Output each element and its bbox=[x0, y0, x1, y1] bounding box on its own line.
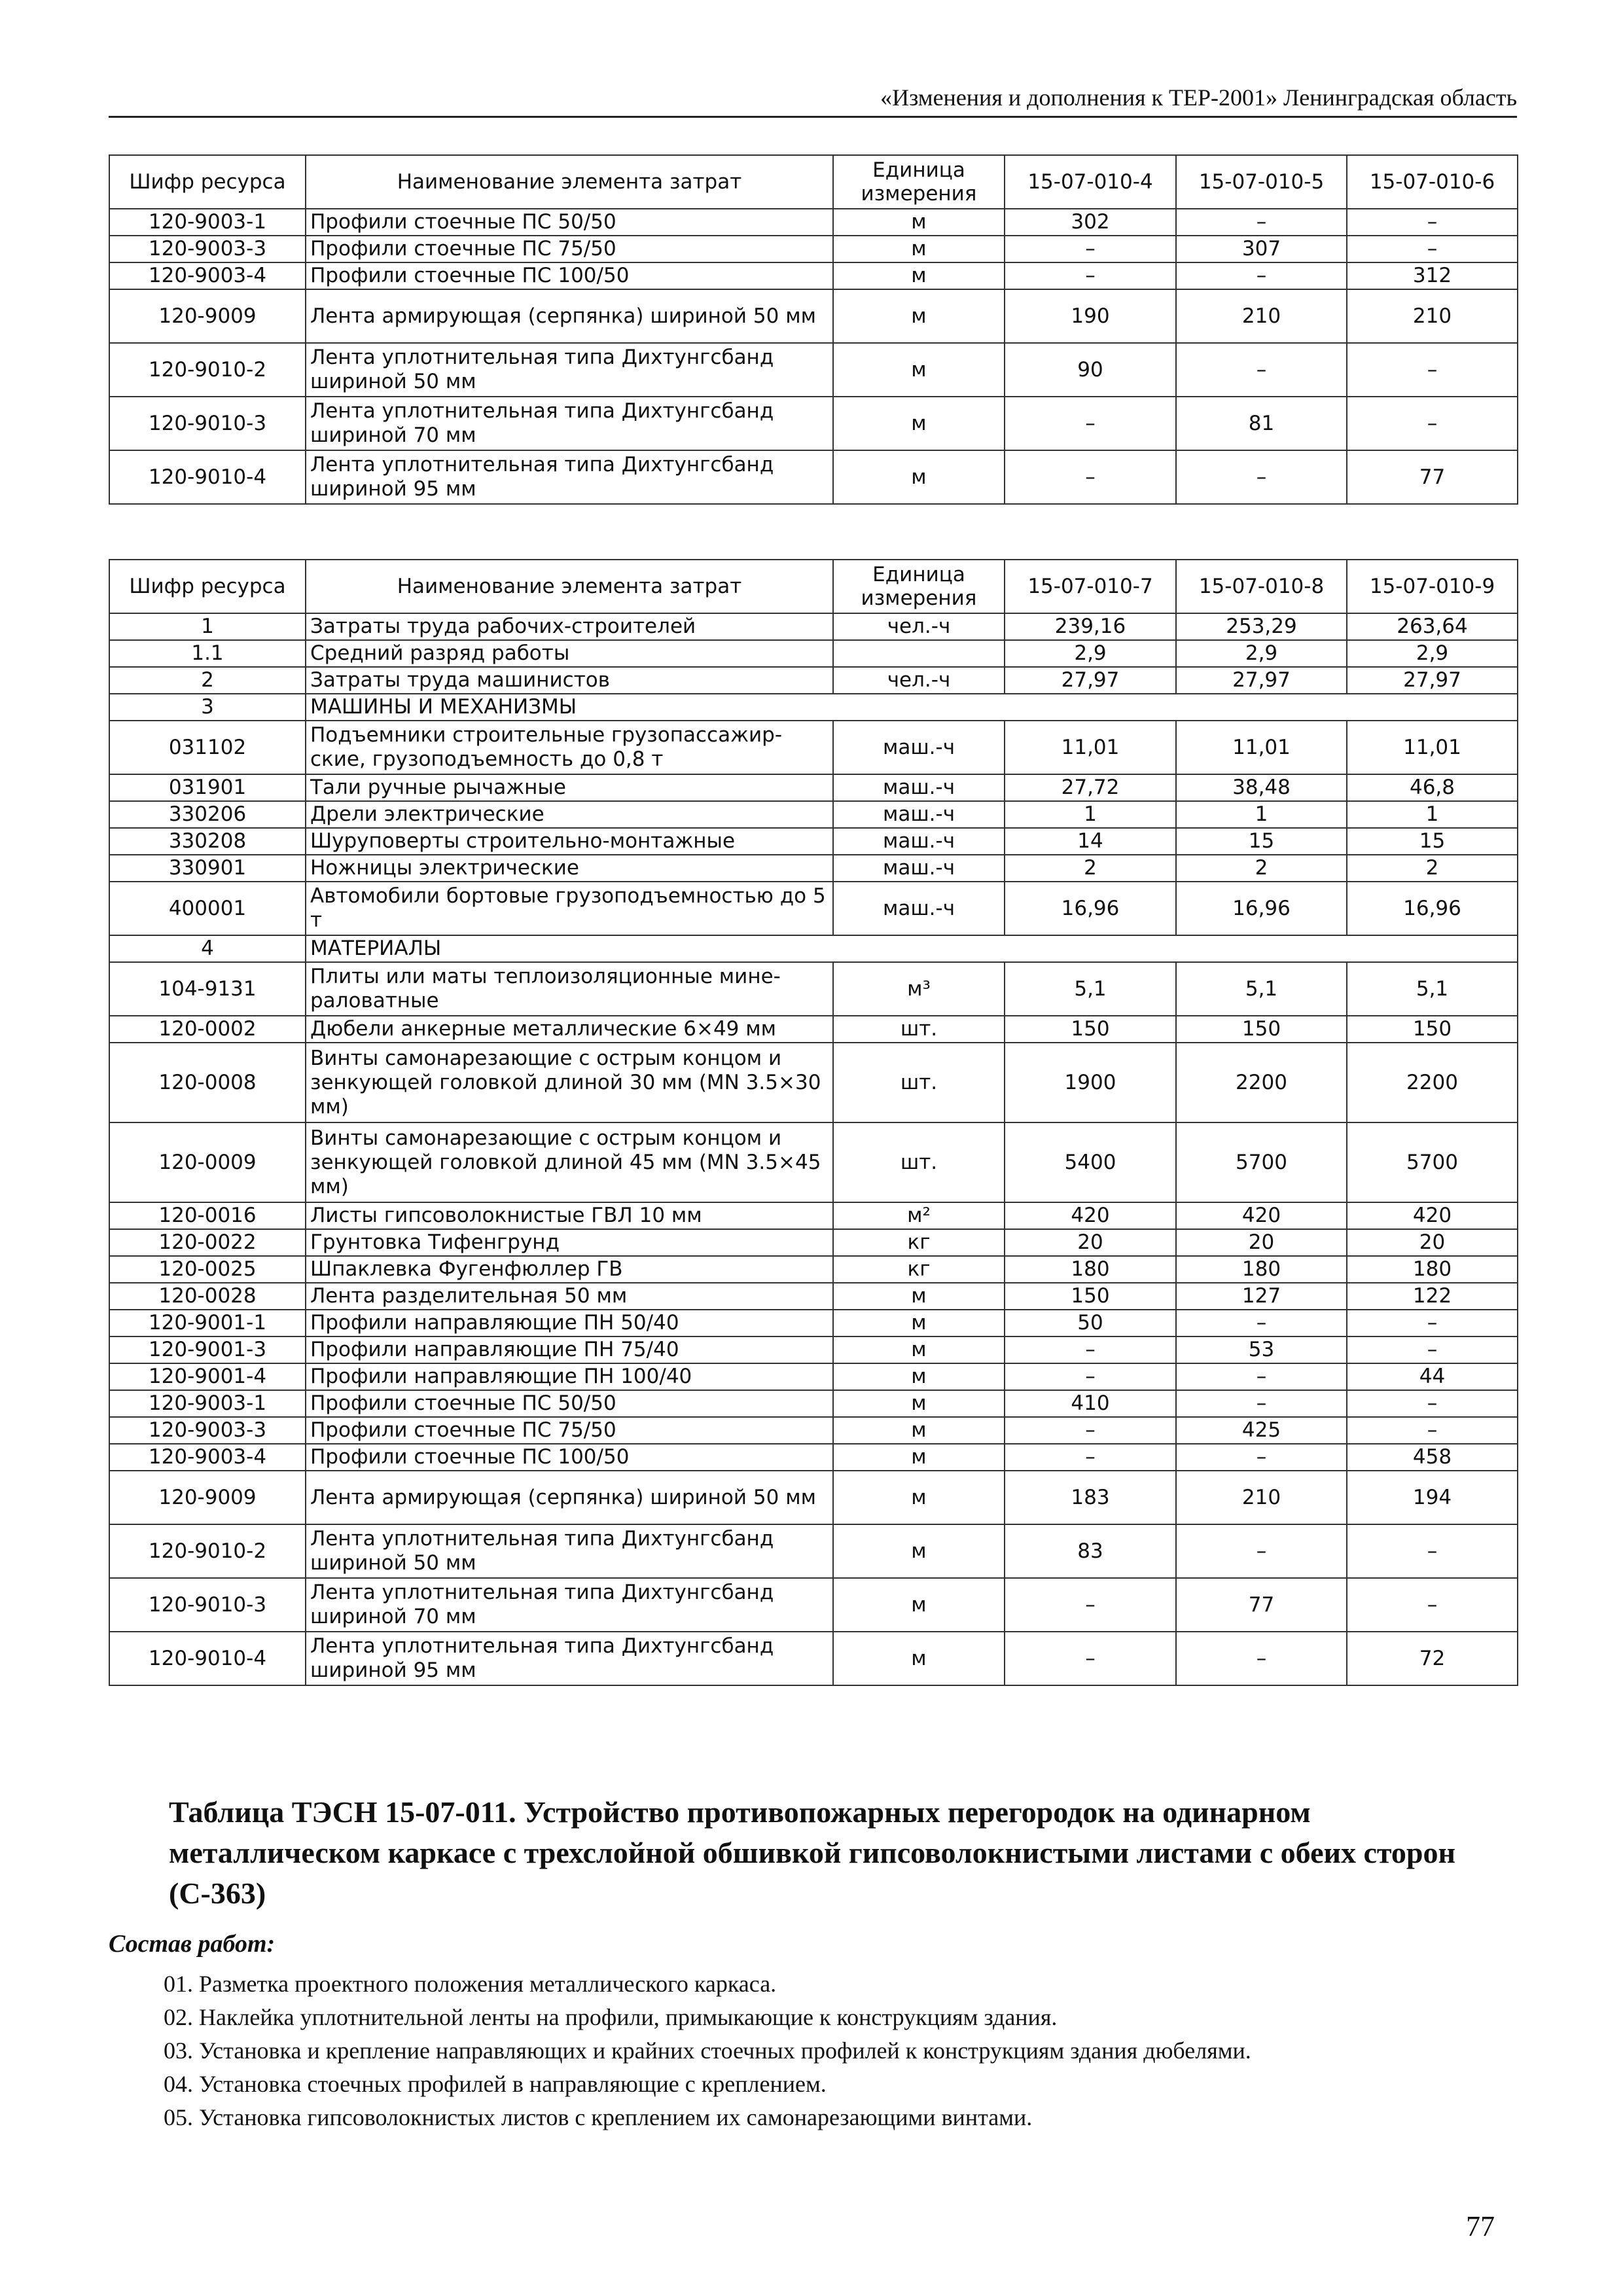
cost-element-name-cell: Автомобили бортовые грузоподъемностью до 5 т bbox=[306, 882, 833, 935]
norm-value-cell: 20 bbox=[1176, 1229, 1347, 1256]
norm-value-cell: – bbox=[1176, 262, 1347, 289]
unit-cell: чел.-ч bbox=[833, 613, 1005, 640]
norm-value-cell: 14 bbox=[1005, 828, 1176, 855]
cost-element-name-cell: Шуруповерты строительно-монтажные bbox=[306, 828, 833, 855]
column-header: Шифр ресурса bbox=[109, 155, 306, 209]
resource-code-cell: 120-9001-1 bbox=[109, 1310, 306, 1336]
cost-element-name-cell: Профили направляющие ПН 50/40 bbox=[306, 1310, 833, 1336]
norm-value-cell: – bbox=[1005, 236, 1176, 262]
table-row bbox=[109, 1256, 1518, 1283]
norm-value-cell: 90 bbox=[1005, 343, 1176, 397]
norm-value-cell: 11,01 bbox=[1347, 721, 1518, 774]
resource-code-cell: 120-9003-4 bbox=[109, 1444, 306, 1471]
table-row bbox=[109, 236, 1518, 262]
norm-value-cell: 210 bbox=[1347, 289, 1518, 343]
resource-code-cell: 120-9003-4 bbox=[109, 262, 306, 289]
cost-element-name-cell: Плиты или маты теплоизоляционные мине-раловатные bbox=[306, 962, 833, 1016]
norm-value-cell: 312 bbox=[1347, 262, 1518, 289]
table-row bbox=[109, 1336, 1518, 1363]
norm-value-cell: 410 bbox=[1005, 1390, 1176, 1417]
list-item: 02. Наклейка уплотнительной ленты на профили, примыкающие к конструкциям здания. bbox=[164, 2004, 1058, 2030]
norm-value-cell: – bbox=[1176, 1524, 1347, 1578]
norm-value-cell: 190 bbox=[1005, 289, 1176, 343]
norm-value-cell: – bbox=[1005, 1578, 1176, 1632]
resource-code-cell: 120-9001-3 bbox=[109, 1336, 306, 1363]
table-row bbox=[109, 855, 1518, 882]
norm-value-cell: – bbox=[1347, 1336, 1518, 1363]
cost-element-name-cell: Лента уплотнительная типа Дихтунгсбанд шириной 95 мм bbox=[306, 1632, 833, 1685]
norm-value-cell: 2200 bbox=[1176, 1043, 1347, 1122]
resource-code-cell: 120-9009 bbox=[109, 1471, 306, 1524]
works-title: Состав работ: bbox=[109, 1930, 276, 1958]
unit-cell: м bbox=[833, 1336, 1005, 1363]
norm-value-cell: 150 bbox=[1005, 1283, 1176, 1310]
column-header: 15-07-010-8 bbox=[1176, 560, 1347, 613]
cost-element-name-cell: Листы гипсоволокнистые ГВЛ 10 мм bbox=[306, 1202, 833, 1229]
norm-value-cell: 27,97 bbox=[1005, 667, 1176, 694]
norm-value-cell: – bbox=[1005, 1363, 1176, 1390]
norm-value-cell: 15 bbox=[1347, 828, 1518, 855]
works-list bbox=[164, 1967, 1538, 2134]
resource-code-cell: 120-0016 bbox=[109, 1202, 306, 1229]
norm-value-cell: – bbox=[1176, 1363, 1347, 1390]
table-row bbox=[109, 209, 1518, 236]
table-row bbox=[109, 1229, 1518, 1256]
cost-element-name-cell: Дрели электрические bbox=[306, 801, 833, 828]
norm-value-cell: 2,9 bbox=[1347, 640, 1518, 667]
cost-element-name-cell: Профили стоечные ПС 100/50 bbox=[306, 1444, 833, 1471]
norm-value-cell: 2,9 bbox=[1005, 640, 1176, 667]
unit-cell: кг bbox=[833, 1256, 1005, 1283]
resource-code-cell: 1.1 bbox=[109, 640, 306, 667]
list-item: 05. Установка гипсоволокнистых листов с креплением их самонарезающими винтами. bbox=[164, 2104, 1033, 2130]
running-header: «Изменения и дополнения к ТЕР-2001» Ленинградская область bbox=[109, 84, 1517, 118]
norm-value-cell: 150 bbox=[1005, 1016, 1176, 1043]
norm-value-cell: 16,96 bbox=[1347, 882, 1518, 935]
norm-value-cell: 5400 bbox=[1005, 1122, 1176, 1202]
norm-value-cell: 122 bbox=[1347, 1283, 1518, 1310]
resource-code-cell: 120-0002 bbox=[109, 1016, 306, 1043]
table-row bbox=[109, 343, 1518, 397]
table-row bbox=[109, 1524, 1518, 1578]
page-number: 77 bbox=[1466, 2210, 1495, 2242]
norm-value-cell: 27,97 bbox=[1347, 667, 1518, 694]
column-header: 15-07-010-9 bbox=[1347, 560, 1518, 613]
cost-element-name-cell: Лента уплотнительная типа Дихтунгсбанд шириной 50 мм bbox=[306, 343, 833, 397]
norm-value-cell: 2200 bbox=[1347, 1043, 1518, 1122]
cost-element-name-cell: Профили стоечные ПС 50/50 bbox=[306, 209, 833, 236]
norm-value-cell: – bbox=[1005, 262, 1176, 289]
norm-value-cell: 5,1 bbox=[1176, 962, 1347, 1016]
resource-code-cell: 120-0008 bbox=[109, 1043, 306, 1122]
table-row bbox=[109, 774, 1518, 801]
cost-element-name-cell: Профили стоечные ПС 100/50 bbox=[306, 262, 833, 289]
resource-code-cell: 3 bbox=[109, 694, 306, 721]
norm-value-cell: 239,16 bbox=[1005, 613, 1176, 640]
column-header: Наименование элемента затрат bbox=[306, 155, 833, 209]
norm-value-cell: 72 bbox=[1347, 1632, 1518, 1685]
norm-value-cell: 77 bbox=[1176, 1578, 1347, 1632]
norm-value-cell: 180 bbox=[1176, 1256, 1347, 1283]
unit-cell: маш.-ч bbox=[833, 855, 1005, 882]
table-row bbox=[109, 262, 1518, 289]
norm-value-cell: – bbox=[1347, 1417, 1518, 1444]
norm-value-cell: 20 bbox=[1347, 1229, 1518, 1256]
unit-cell: м bbox=[833, 1471, 1005, 1524]
norm-value-cell: – bbox=[1176, 1632, 1347, 1685]
section-heading: Таблица ТЭСН 15-07-011. Устройство противопожарных перегородок на одинарном металлическом каркасе с трехслойной обшивкой гипсоволокнистыми листами с обеих сторон (С-363) bbox=[169, 1795, 1455, 1910]
table-row bbox=[109, 828, 1518, 855]
norm-value-cell: – bbox=[1005, 1632, 1176, 1685]
norm-value-cell: 150 bbox=[1347, 1016, 1518, 1043]
unit-cell: м bbox=[833, 209, 1005, 236]
norm-value-cell: – bbox=[1347, 397, 1518, 450]
unit-cell: шт. bbox=[833, 1016, 1005, 1043]
section-title-cell: МАШИНЫ И МЕХАНИЗМЫ bbox=[306, 694, 1518, 721]
norm-value-cell: 420 bbox=[1347, 1202, 1518, 1229]
column-header: Шифр ресурса bbox=[109, 560, 306, 613]
norm-value-cell: 180 bbox=[1005, 1256, 1176, 1283]
norm-value-cell: 210 bbox=[1176, 1471, 1347, 1524]
norm-value-cell: – bbox=[1347, 236, 1518, 262]
unit-cell: чел.-ч bbox=[833, 667, 1005, 694]
unit-cell: м bbox=[833, 1578, 1005, 1632]
cost-element-name-cell: Грунтовка Тифенгрунд bbox=[306, 1229, 833, 1256]
resource-code-cell: 120-9010-3 bbox=[109, 397, 306, 450]
table-row bbox=[109, 801, 1518, 828]
norm-value-cell: – bbox=[1347, 1578, 1518, 1632]
resource-code-cell: 120-0028 bbox=[109, 1283, 306, 1310]
resource-code-cell: 120-0022 bbox=[109, 1229, 306, 1256]
column-header: 15-07-010-4 bbox=[1005, 155, 1176, 209]
unit-cell: м bbox=[833, 1390, 1005, 1417]
resource-code-cell: 120-9003-3 bbox=[109, 1417, 306, 1444]
table-row bbox=[109, 1310, 1518, 1336]
resource-code-cell: 120-9003-1 bbox=[109, 209, 306, 236]
norm-value-cell: 425 bbox=[1176, 1417, 1347, 1444]
norm-value-cell: 81 bbox=[1176, 397, 1347, 450]
section-title-cell: МАТЕРИАЛЫ bbox=[306, 935, 1518, 962]
norm-value-cell: 302 bbox=[1005, 209, 1176, 236]
unit-cell: м bbox=[833, 1632, 1005, 1685]
resource-code-cell: 330206 bbox=[109, 801, 306, 828]
cost-element-name-cell: Профили направляющие ПН 100/40 bbox=[306, 1363, 833, 1390]
norm-value-cell: 77 bbox=[1347, 450, 1518, 504]
cost-element-name-cell: Винты самонарезающие с острым концом и зенкующей головкой длиной 45 мм (MN 3.5×45 мм) bbox=[306, 1122, 833, 1202]
norm-value-cell: 2 bbox=[1005, 855, 1176, 882]
norm-value-cell: – bbox=[1005, 1444, 1176, 1471]
column-header: 15-07-010-5 bbox=[1176, 155, 1347, 209]
norm-value-cell: 150 bbox=[1176, 1016, 1347, 1043]
resource-code-cell: 104-9131 bbox=[109, 962, 306, 1016]
norm-value-cell: – bbox=[1005, 1417, 1176, 1444]
norm-value-cell: 27,97 bbox=[1176, 667, 1347, 694]
unit-cell: м bbox=[833, 236, 1005, 262]
norm-value-cell: – bbox=[1005, 450, 1176, 504]
table-row bbox=[109, 1390, 1518, 1417]
norm-value-cell: 5,1 bbox=[1347, 962, 1518, 1016]
table-row bbox=[109, 450, 1518, 504]
cost-element-name-cell: Лента армирующая (серпянка) шириной 50 мм bbox=[306, 289, 833, 343]
resource-code-cell: 400001 bbox=[109, 882, 306, 935]
norm-value-cell: 16,96 bbox=[1005, 882, 1176, 935]
cost-element-name-cell: Профили направляющие ПН 75/40 bbox=[306, 1336, 833, 1363]
resource-code-cell: 120-9001-4 bbox=[109, 1363, 306, 1390]
cost-element-name-cell: Профили стоечные ПС 50/50 bbox=[306, 1390, 833, 1417]
norm-value-cell: – bbox=[1176, 1444, 1347, 1471]
norm-value-cell: – bbox=[1347, 1390, 1518, 1417]
norm-value-cell: 194 bbox=[1347, 1471, 1518, 1524]
norm-value-cell: 1 bbox=[1347, 801, 1518, 828]
resource-code-cell: 031102 bbox=[109, 721, 306, 774]
norm-value-cell: – bbox=[1347, 209, 1518, 236]
unit-cell: м bbox=[833, 1417, 1005, 1444]
norm-value-cell: – bbox=[1176, 450, 1347, 504]
resource-code-cell: 330208 bbox=[109, 828, 306, 855]
unit-cell: м bbox=[833, 1283, 1005, 1310]
resource-code-cell: 330901 bbox=[109, 855, 306, 882]
unit-cell: м bbox=[833, 289, 1005, 343]
norm-value-cell: 16,96 bbox=[1176, 882, 1347, 935]
table-row bbox=[109, 721, 1518, 774]
resource-code-cell: 120-0025 bbox=[109, 1256, 306, 1283]
resource-code-cell: 4 bbox=[109, 935, 306, 962]
cost-element-name-cell: Дюбели анкерные металлические 6×49 мм bbox=[306, 1016, 833, 1043]
unit-cell: м² bbox=[833, 1202, 1005, 1229]
resource-code-cell: 120-9003-1 bbox=[109, 1390, 306, 1417]
norm-value-cell: – bbox=[1005, 1336, 1176, 1363]
norm-value-cell: – bbox=[1005, 397, 1176, 450]
resource-code-cell: 120-9010-2 bbox=[109, 1524, 306, 1578]
table-row bbox=[109, 1363, 1518, 1390]
unit-cell: м bbox=[833, 1310, 1005, 1336]
resource-code-cell: 1 bbox=[109, 613, 306, 640]
resource-table-2 bbox=[109, 559, 1518, 1686]
norm-value-cell: 127 bbox=[1176, 1283, 1347, 1310]
cost-element-name-cell: Ножницы электрические bbox=[306, 855, 833, 882]
cost-element-name-cell: Тали ручные рычажные bbox=[306, 774, 833, 801]
unit-cell: маш.-ч bbox=[833, 882, 1005, 935]
table-row bbox=[109, 1283, 1518, 1310]
resource-table-1 bbox=[109, 154, 1518, 505]
norm-value-cell: 27,72 bbox=[1005, 774, 1176, 801]
unit-cell: м bbox=[833, 397, 1005, 450]
table-row bbox=[109, 1016, 1518, 1043]
cost-element-name-cell: Профили стоечные ПС 75/50 bbox=[306, 236, 833, 262]
list-item: 03. Установка и крепление направляющих и крайних стоечных профилей к конструкциям здания дюбелями. bbox=[164, 2037, 1251, 2064]
norm-value-cell: 20 bbox=[1005, 1229, 1176, 1256]
norm-value-cell: 5,1 bbox=[1005, 962, 1176, 1016]
cost-element-name-cell: Средний разряд работы bbox=[306, 640, 833, 667]
cost-element-name-cell: Лента уплотнительная типа Дихтунгсбанд шириной 70 мм bbox=[306, 1578, 833, 1632]
cost-element-name-cell: Профили стоечные ПС 75/50 bbox=[306, 1417, 833, 1444]
unit-cell: маш.-ч bbox=[833, 828, 1005, 855]
norm-value-cell: 44 bbox=[1347, 1363, 1518, 1390]
norm-value-cell: 5700 bbox=[1347, 1122, 1518, 1202]
norm-value-cell: – bbox=[1347, 1310, 1518, 1336]
cost-element-name-cell: Лента разделительная 50 мм bbox=[306, 1283, 833, 1310]
table-body bbox=[109, 613, 1518, 1685]
list-item: 04. Установка стоечных профилей в направляющие с креплением. bbox=[164, 2071, 827, 2097]
resource-code-cell: 120-9009 bbox=[109, 289, 306, 343]
norm-value-cell: 1 bbox=[1176, 801, 1347, 828]
unit-cell: шт. bbox=[833, 1043, 1005, 1122]
cost-element-name-cell: Шпаклевка Фугенфюллер ГВ bbox=[306, 1256, 833, 1283]
norm-value-cell: 83 bbox=[1005, 1524, 1176, 1578]
norm-value-cell: 2 bbox=[1176, 855, 1347, 882]
table-row bbox=[109, 1444, 1518, 1471]
table-row bbox=[109, 397, 1518, 450]
cost-element-name-cell: Лента уплотнительная типа Дихтунгсбанд шириной 95 мм bbox=[306, 450, 833, 504]
resource-code-cell: 2 bbox=[109, 667, 306, 694]
column-header: Единица измерения bbox=[833, 155, 1005, 209]
unit-cell: маш.-ч bbox=[833, 774, 1005, 801]
column-header: 15-07-010-7 bbox=[1005, 560, 1176, 613]
unit-cell: маш.-ч bbox=[833, 721, 1005, 774]
norm-value-cell: 38,48 bbox=[1176, 774, 1347, 801]
norm-value-cell: 210 bbox=[1176, 289, 1347, 343]
norm-value-cell: 420 bbox=[1176, 1202, 1347, 1229]
unit-cell: м bbox=[833, 1363, 1005, 1390]
norm-value-cell: 458 bbox=[1347, 1444, 1518, 1471]
table-row bbox=[109, 289, 1518, 343]
resource-code-cell: 120-9003-3 bbox=[109, 236, 306, 262]
unit-cell: м bbox=[833, 343, 1005, 397]
norm-value-cell: – bbox=[1176, 343, 1347, 397]
norm-value-cell: 1 bbox=[1005, 801, 1176, 828]
norm-value-cell: 11,01 bbox=[1176, 721, 1347, 774]
norm-value-cell: 5700 bbox=[1176, 1122, 1347, 1202]
norm-value-cell: 307 bbox=[1176, 236, 1347, 262]
norm-value-cell: – bbox=[1176, 1310, 1347, 1336]
resource-code-cell: 120-9010-3 bbox=[109, 1578, 306, 1632]
resource-code-cell: 120-9010-2 bbox=[109, 343, 306, 397]
resource-code-cell: 120-9010-4 bbox=[109, 1632, 306, 1685]
table-row bbox=[109, 1578, 1518, 1632]
cost-element-name-cell: Затраты труда машинистов bbox=[306, 667, 833, 694]
cost-element-name-cell: Затраты труда рабочих-строителей bbox=[306, 613, 833, 640]
unit-cell bbox=[833, 640, 1005, 667]
norm-value-cell: – bbox=[1176, 1390, 1347, 1417]
table-section-row bbox=[109, 694, 1518, 721]
norm-value-cell: 183 bbox=[1005, 1471, 1176, 1524]
resource-code-cell: 120-9010-4 bbox=[109, 450, 306, 504]
norm-value-cell: 1900 bbox=[1005, 1043, 1176, 1122]
norm-value-cell: – bbox=[1176, 209, 1347, 236]
table-section-row bbox=[109, 935, 1518, 962]
norm-value-cell: 263,64 bbox=[1347, 613, 1518, 640]
norm-value-cell: 53 bbox=[1176, 1336, 1347, 1363]
table-row bbox=[109, 613, 1518, 640]
cost-element-name-cell: Лента уплотнительная типа Дихтунгсбанд шириной 70 мм bbox=[306, 397, 833, 450]
table-row bbox=[109, 1043, 1518, 1122]
unit-cell: м bbox=[833, 450, 1005, 504]
norm-value-cell: 253,29 bbox=[1176, 613, 1347, 640]
norm-value-cell: 46,8 bbox=[1347, 774, 1518, 801]
norm-value-cell: – bbox=[1347, 1524, 1518, 1578]
table-header-row bbox=[109, 155, 1518, 209]
table-row bbox=[109, 1202, 1518, 1229]
column-header: Единица измерения bbox=[833, 560, 1005, 613]
cost-element-name-cell: Лента армирующая (серпянка) шириной 50 мм bbox=[306, 1471, 833, 1524]
norm-value-cell: 15 bbox=[1176, 828, 1347, 855]
table-row bbox=[109, 1122, 1518, 1202]
unit-cell: м bbox=[833, 262, 1005, 289]
table-row bbox=[109, 1471, 1518, 1524]
list-item: 01. Разметка проектного положения металлического каркаса. bbox=[164, 1971, 777, 1997]
table-body bbox=[109, 209, 1518, 504]
norm-value-cell: 11,01 bbox=[1005, 721, 1176, 774]
unit-cell: м bbox=[833, 1524, 1005, 1578]
table-row bbox=[109, 667, 1518, 694]
table-header-row bbox=[109, 560, 1518, 613]
norm-value-cell: 2,9 bbox=[1176, 640, 1347, 667]
cost-element-name-cell: Лента уплотнительная типа Дихтунгсбанд шириной 50 мм bbox=[306, 1524, 833, 1578]
norm-value-cell: 50 bbox=[1005, 1310, 1176, 1336]
table-row bbox=[109, 882, 1518, 935]
norm-value-cell: 2 bbox=[1347, 855, 1518, 882]
unit-cell: шт. bbox=[833, 1122, 1005, 1202]
table-row bbox=[109, 962, 1518, 1016]
norm-value-cell: – bbox=[1347, 343, 1518, 397]
unit-cell: м³ bbox=[833, 962, 1005, 1016]
table-row bbox=[109, 1632, 1518, 1685]
table-row bbox=[109, 640, 1518, 667]
unit-cell: м bbox=[833, 1444, 1005, 1471]
resource-code-cell: 031901 bbox=[109, 774, 306, 801]
cost-element-name-cell: Винты самонарезающие с острым концом и зенкующей головкой длиной 30 мм (MN 3.5×30 мм) bbox=[306, 1043, 833, 1122]
norm-value-cell: 420 bbox=[1005, 1202, 1176, 1229]
unit-cell: кг bbox=[833, 1229, 1005, 1256]
cost-element-name-cell: Подъемники строительные грузопассажир-ские, грузоподъемность до 0,8 т bbox=[306, 721, 833, 774]
resource-code-cell: 120-0009 bbox=[109, 1122, 306, 1202]
table-row bbox=[109, 1417, 1518, 1444]
column-header: Наименование элемента затрат bbox=[306, 560, 833, 613]
unit-cell: маш.-ч bbox=[833, 801, 1005, 828]
norm-value-cell: 180 bbox=[1347, 1256, 1518, 1283]
column-header: 15-07-010-6 bbox=[1347, 155, 1518, 209]
